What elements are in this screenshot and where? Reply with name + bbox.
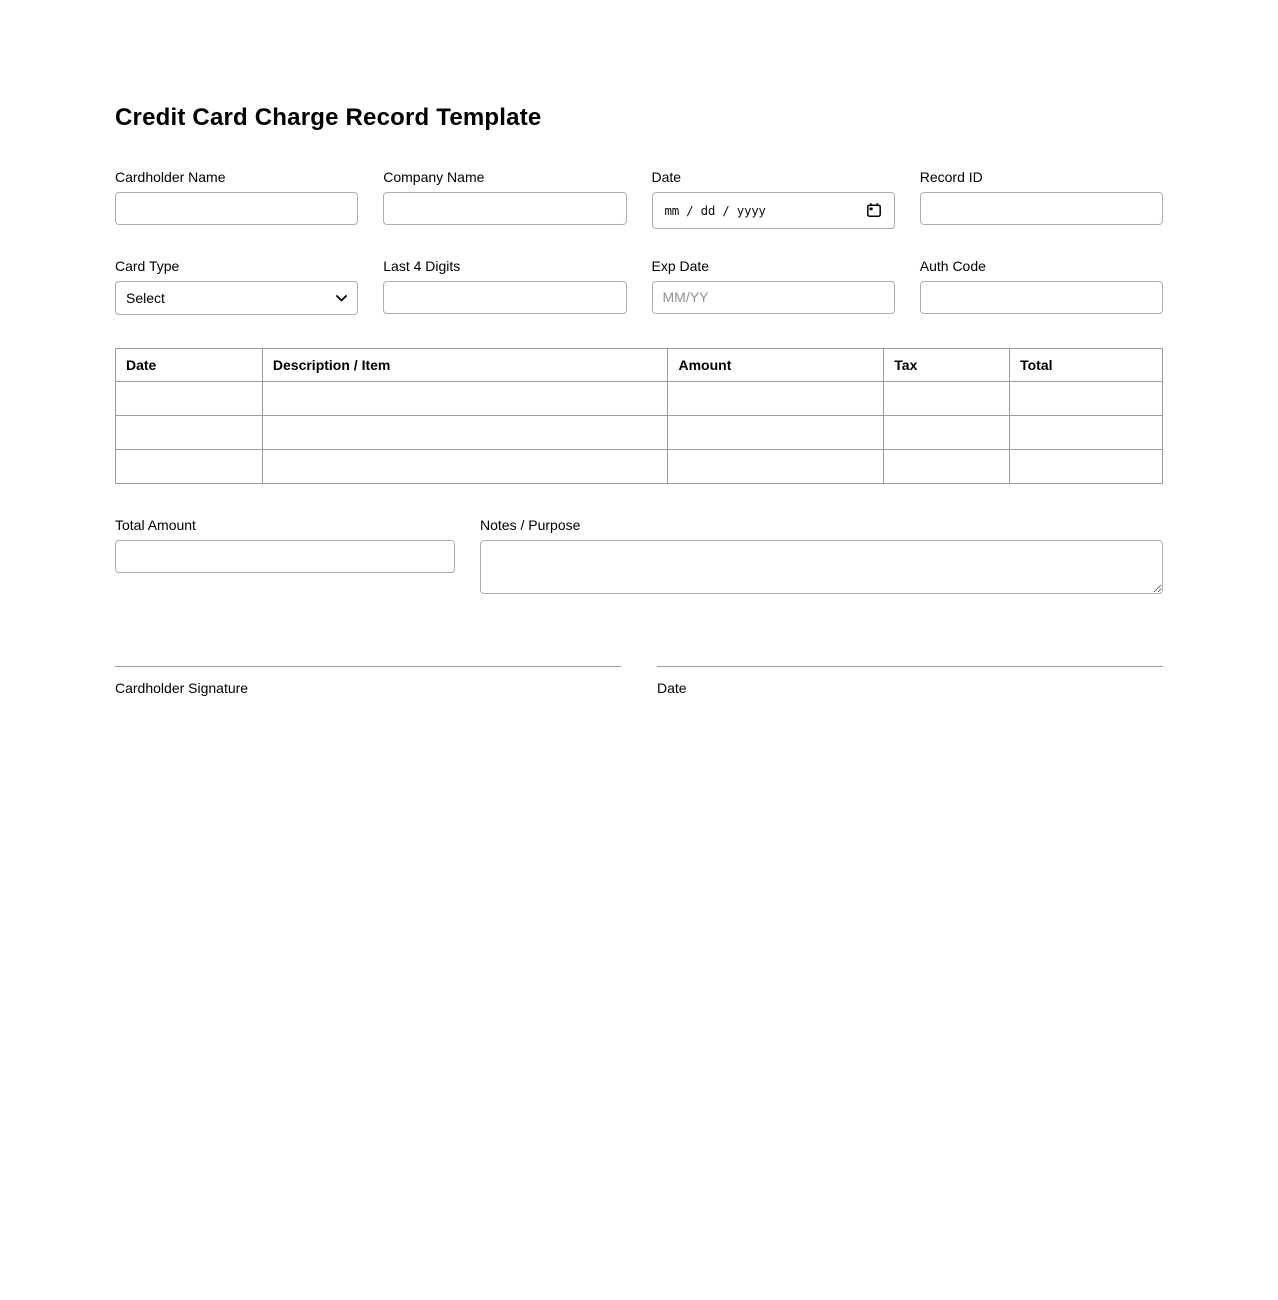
calendar-icon[interactable] [866, 202, 882, 218]
field-company-name [383, 170, 626, 229]
card-type-select[interactable] [115, 281, 358, 315]
cell-description [262, 449, 668, 483]
card-type-select-wrap [115, 281, 358, 315]
signature-date-line [657, 666, 1163, 667]
summary-row [115, 518, 1163, 594]
cell-date [116, 381, 263, 415]
column-header-total: Total [1010, 348, 1163, 381]
table-row [116, 449, 1163, 483]
field-last-4-digits [383, 259, 626, 315]
charges-table-header-row [116, 348, 1163, 381]
notes-purpose-label: Notes / Purpose [480, 516, 581, 533]
cell-description [262, 381, 668, 415]
signature-date-label: Date [657, 679, 687, 696]
auth-code-input[interactable] [920, 281, 1163, 314]
company-name-label: Company Name [383, 168, 485, 185]
cell-total [1010, 449, 1163, 483]
last-4-digits-input[interactable] [383, 281, 626, 314]
field-card-type [115, 259, 358, 315]
cell-description [262, 415, 668, 449]
cell-tax [884, 381, 1010, 415]
record-id-input[interactable] [920, 192, 1163, 225]
cell-tax [884, 449, 1010, 483]
field-exp-date [652, 259, 895, 315]
date-input[interactable] [652, 192, 895, 229]
table-row [116, 381, 1163, 415]
field-cardholder-name [115, 170, 358, 229]
cell-amount [668, 381, 884, 415]
notes-textarea[interactable] [480, 540, 1163, 594]
field-date [652, 170, 895, 229]
column-header-date: Date [116, 348, 263, 381]
date-input-value: mm / dd / yyyy [664, 202, 766, 218]
company-name-input[interactable] [383, 192, 626, 225]
page-title: Credit Card Charge Record Template [115, 104, 542, 131]
card-type-label: Card Type [115, 257, 180, 274]
field-auth-code [920, 259, 1163, 315]
cell-date [116, 449, 263, 483]
signature-line [115, 666, 621, 667]
cardholder-signature-label: Cardholder Signature [115, 679, 249, 696]
cardholder-signature-block [115, 666, 621, 695]
cardholder-name-label: Cardholder Name [115, 168, 226, 185]
credit-card-charge-form [115, 0, 1163, 695]
auth-code-label: Auth Code [919, 257, 986, 274]
total-amount-input[interactable] [115, 540, 455, 573]
cell-amount [668, 415, 884, 449]
exp-date-label: Exp Date [651, 257, 710, 274]
signature-date-block [657, 666, 1163, 695]
charges-table [115, 348, 1163, 484]
field-record-id [920, 170, 1163, 229]
cell-date [116, 415, 263, 449]
column-header-amount: Amount [668, 348, 884, 381]
record-id-label: Record ID [919, 168, 983, 185]
cell-amount [668, 449, 884, 483]
last-4-digits-label: Last 4 Digits [383, 257, 461, 274]
column-header-tax: Tax [884, 348, 1010, 381]
cell-tax [884, 415, 1010, 449]
cardholder-name-input[interactable] [115, 192, 358, 225]
column-header-description: Description / Item [262, 348, 668, 381]
cell-total [1010, 415, 1163, 449]
field-total-amount [115, 518, 455, 573]
exp-date-input[interactable] [652, 281, 895, 314]
cell-total [1010, 381, 1163, 415]
date-label: Date [651, 168, 682, 185]
field-notes-purpose [480, 518, 1163, 594]
signature-section [115, 666, 1163, 695]
form-fields-grid [115, 170, 1163, 315]
total-amount-label: Total Amount [115, 516, 196, 533]
table-row [116, 415, 1163, 449]
